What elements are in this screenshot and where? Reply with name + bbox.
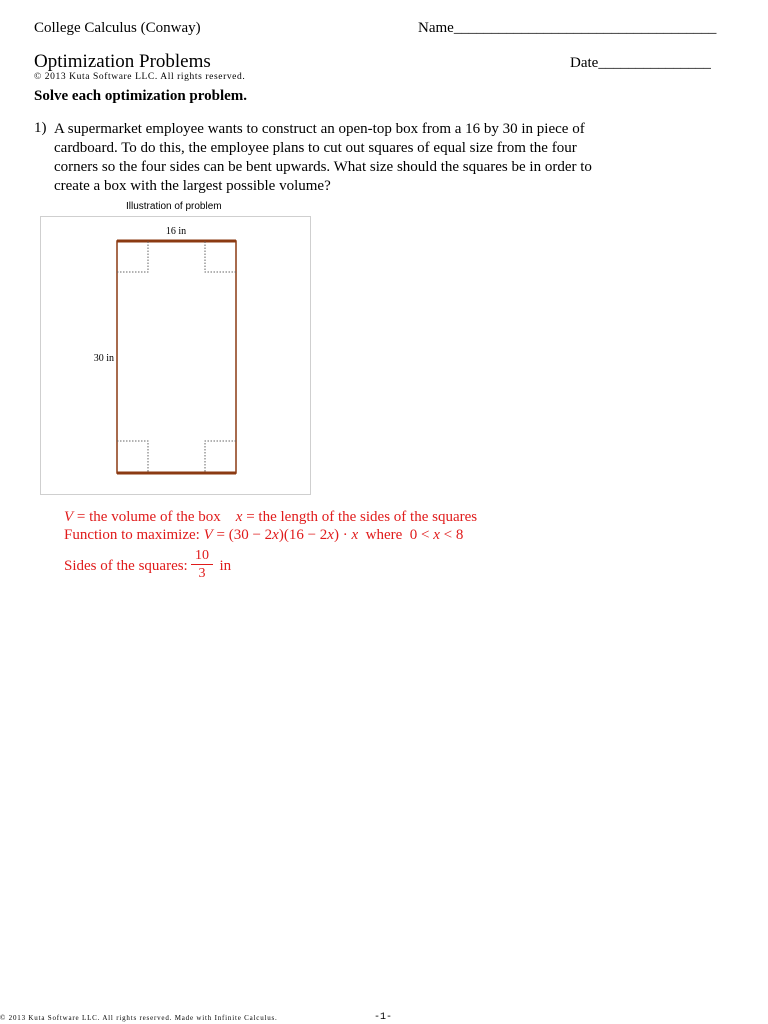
var-x: x <box>433 527 440 543</box>
cardboard-diagram <box>41 217 312 496</box>
answer-text: Function to maximize: <box>64 527 204 543</box>
cardboard-sheet <box>117 241 236 473</box>
answer-text: ) · <box>333 527 352 543</box>
date-field-label: Date_______________ <box>570 55 711 71</box>
var-v: V <box>203 527 213 543</box>
cardboard-illustration <box>40 216 311 495</box>
answer-text: = the volume of the box <box>73 509 236 525</box>
answer-unit: in <box>219 558 232 574</box>
figure-caption: Illustration of problem <box>126 201 222 212</box>
var-v: V <box>64 509 74 525</box>
answer-fraction <box>191 547 213 582</box>
question-line: cardboard. To do this, the employee plans to cut out squares of equal size from the four <box>54 140 577 156</box>
page-number: -1- <box>374 1012 393 1023</box>
answer-definitions <box>64 509 477 526</box>
corner-square-top-right <box>205 241 236 272</box>
corner-square-bottom-right <box>205 441 236 473</box>
height-label: 30 in <box>93 353 114 364</box>
answer-function <box>64 527 463 544</box>
answer-text: = the length of the sides of the squares <box>242 509 478 525</box>
answer-text: < 8 <box>439 527 464 543</box>
var-x: x <box>351 527 359 543</box>
copyright-notice: © 2013 Kuta Software LLC. All rights reserved. <box>34 72 246 82</box>
footer-copyright: © 2013 Kuta Software LLC. All rights reserved. Made with Infinite Calculus. <box>0 1014 278 1022</box>
course-title: College Calculus (Conway) <box>34 20 201 36</box>
answer-text: Sides of the squares: <box>64 558 192 574</box>
worksheet-title: Optimization Problems <box>34 51 211 72</box>
question-text <box>54 120 614 196</box>
var-x: x <box>235 509 243 525</box>
answer-text: )(16 − 2 <box>278 527 328 543</box>
corner-square-top-left <box>117 241 148 272</box>
var-x: x <box>272 527 279 543</box>
answer-text: = (30 − 2 <box>212 527 273 543</box>
question-line: A supermarket employee wants to construct an open-top box from a 16 by 30 in piece of <box>54 121 585 137</box>
fraction-denominator: 3 <box>198 566 206 581</box>
name-field-label: Name___________________________________ <box>418 20 717 36</box>
var-x: x <box>327 527 334 543</box>
answer-text: where 0 < <box>358 527 434 543</box>
instructions: Solve each optimization problem. <box>34 88 248 104</box>
question-line: create a box with the largest possible volume? <box>54 178 331 194</box>
question-line: corners so the four sides can be bent upwards. What size should the squares be in order to <box>54 159 592 175</box>
corner-square-bottom-left <box>117 441 148 473</box>
fraction-numerator: 10 <box>195 548 209 563</box>
width-label: 16 in <box>165 226 187 237</box>
question-number: 1) <box>34 120 47 136</box>
